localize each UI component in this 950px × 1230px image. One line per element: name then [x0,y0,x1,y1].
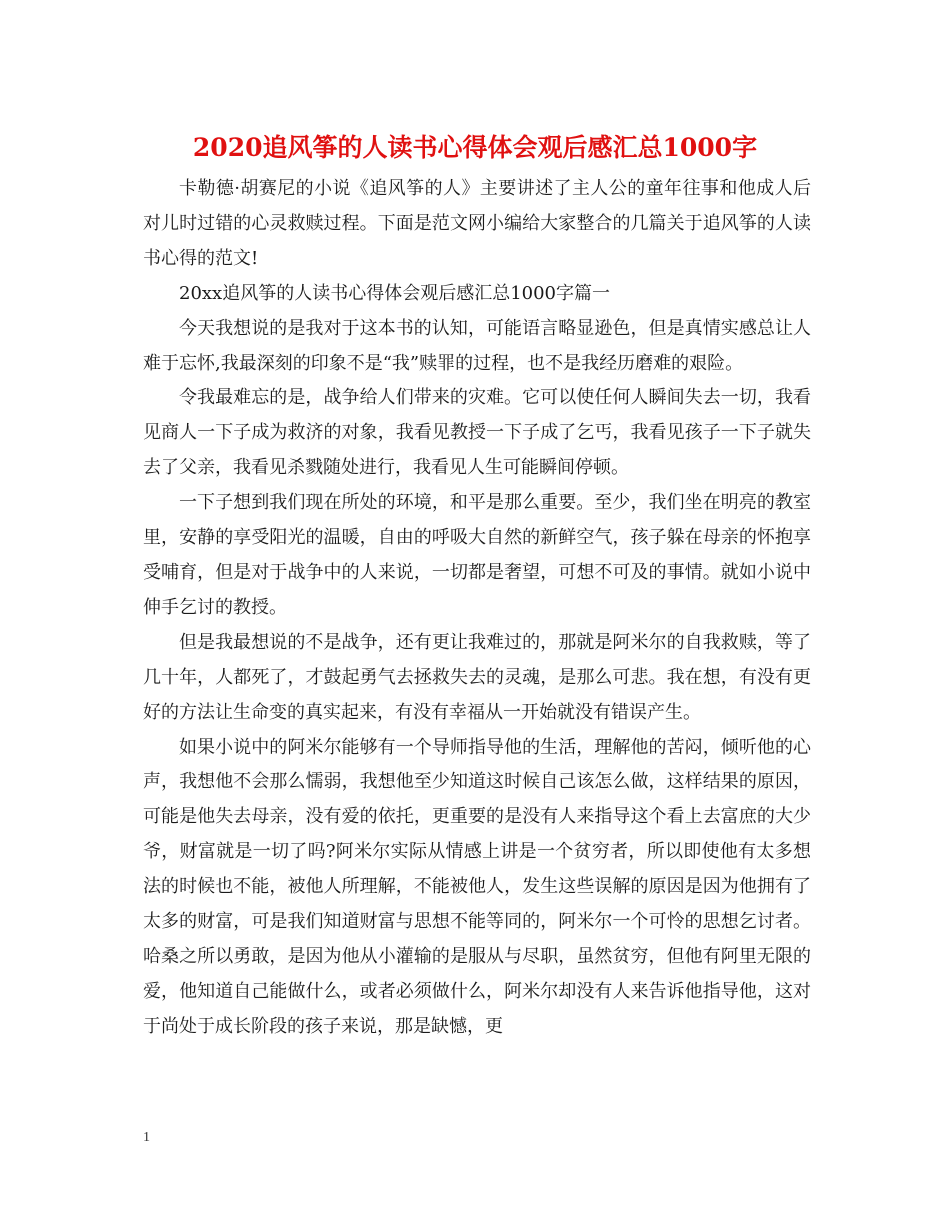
paragraph-4: 一下子想到我们现在所处的环境，和平是那么重要。至少，我们坐在明亮的教室里，安静的享受阳光的温暖，自由的呼吸大自然的新鲜空气，孩子躲在母亲的怀抱享受哺育，但是对于战争中的人来说，一切都是奢望，可想不可及的事情。就如小说中伸手乞讨的教授。 [143,492,811,618]
document-body [143,172,811,1045]
paragraph-section-heading: 20xx追风筝的人读书心得体会观后感汇总1000字篇一 [179,282,611,304]
paragraph-intro: 卡勒德·胡赛尼的小说《追风筝的人》主要讲述了主人公的童年往事和他成人后对儿时过错的心灵救赎过程。下面是范文网小编给大家整合的几篇关于追风筝的人读书心得的范文! [143,178,811,269]
paragraph-6: 如果小说中的阿米尔能够有一个导师指导他的生活，理解他的苦闷，倾听他的心声，我想他不会那么懦弱，我想他至少知道这时候自己该怎么做，这样结果的原因，可能是他失去母亲，没有爱的依托，更重要的是没有人来指导这个看上去富庶的大少爷，财富就是一切了吗?阿米尔实际从情感上讲是一个贫穷者，所以即使他有太多想法的时候也不能，被他人所理解，不能被他人，发生这些误解的原因是因为他拥有了太多的财富，可是我们知道财富与思想不能等同的，阿米尔一个可怜的思想乞讨者。哈桑之所以勇敢，是因为他从小灌输的是服从与尽职，虽然贫穷，但他有阿里无限的爱，他知道自己能做什么，或者必须做什么，阿米尔却没有人来告诉他指导他，这对于尚处于成长阶段的孩子来说，那是缺憾，更 [143,736,811,1037]
paragraph-3: 令我最难忘的是，战争给人们带来的灾难。它可以使任何人瞬间失去一切，我看见商人一下子成为救济的对象，我看见教授一下子成了乞丐，我看见孩子一下子就失去了父亲，我看见杀戮随处进行，我看见人生可能瞬间停顿。 [143,387,811,479]
paragraph-5: 但是我最想说的不是战争，还有更让我难过的，那就是阿米尔的自我救赎，等了几十年，人都死了，才鼓起勇气去拯救失去的灵魂，是那么可悲。我在想，有没有更好的方法让生命变的真实起来，有没有幸福从一开始就没有错误产生。 [143,631,811,723]
document-title: 2020追风筝的人读书心得体会观后感汇总1000字 [192,133,758,162]
paragraph-2: 今天我想说的是我对于这本书的认知，可能语言略显逊色，但是真情实感总让人难于忘怀,我最深刻的印象不是“我”赎罪的过程，也不是我经历磨难的艰险。 [143,317,811,374]
page-number: 1 [143,1130,150,1145]
